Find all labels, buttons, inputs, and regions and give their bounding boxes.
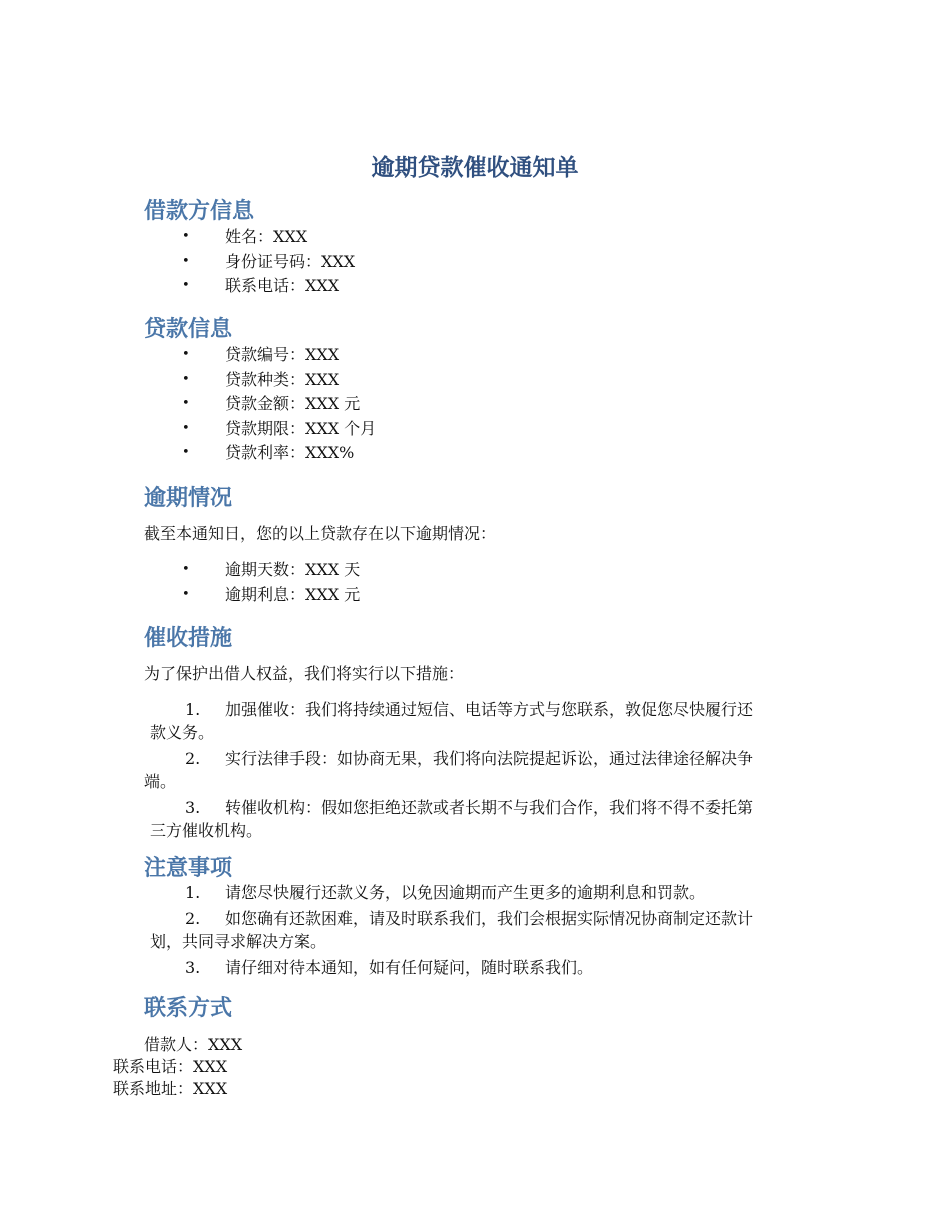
list-item: 3. 请仔细对待本通知，如有任何疑问，随时联系我们。 [185,958,594,977]
overdue-intro: 截至本通知日，您的以上贷款存在以下逾期情况： [144,524,497,543]
bullet-icon: • [182,229,190,244]
list-item: • 贷款种类：XXX [144,368,376,393]
list-item: 1. 加强催收：我们将持续通过短信、电话等方式与您联系，敦促您尽快履行还 款义务。 [150,700,754,742]
item-number: 3. [185,958,201,977]
bullet-icon: • [182,562,190,577]
item-number: 1. [185,883,201,902]
measures-intro: 为了保护出借人权益，我们将实行以下措施： [144,664,465,683]
list-item: • 贷款编号：XXX [144,343,376,368]
list-item: • 贷款利率：XXX% [144,441,376,466]
item-number: 2. [185,909,201,928]
list-item: • 身份证号码：XXX [144,250,355,275]
contact-borrower: 借款人：XXX [144,1035,243,1054]
bullet-icon: • [182,278,190,293]
list-item: • 逾期天数：XXX 天 [144,558,360,583]
bullet-icon: • [182,420,190,436]
overdue-list [144,558,360,607]
bullet-icon: • [182,586,190,602]
bullet-icon: • [182,253,190,269]
heading-contact: 联系方式 [144,996,233,1021]
list-item: • 联系电话：XXX [144,274,355,299]
document-title: 逾期贷款催收通知单 [371,155,579,181]
item-number: 3. [185,798,201,817]
borrower-info-list [144,225,355,299]
list-item: • 贷款金额：XXX 元 [144,392,376,417]
heading-borrower-info: 借款方信息 [144,199,255,224]
list-item: 2. 如您确有还款困难，请及时联系我们，我们会根据实际情况协商制定还款计 划，共同寻求解决方案。 [150,909,754,951]
heading-overdue: 逾期情况 [144,486,233,511]
measures-list [144,698,838,845]
list-item: 2. 实行法律手段：如协商无果，我们将向法院提起诉讼，通过法律途径解决争 端。 [144,749,754,791]
heading-collection-measures: 催收措施 [144,626,233,651]
bullet-icon: • [182,445,190,460]
loan-info-list [144,343,376,466]
list-item: 3. 转催收机构：假如您拒绝还款或者长期不与我们合作，我们将不得不委托第 三方催收机构。 [150,798,754,840]
bullet-icon: • [182,347,190,362]
notes-list [144,881,838,982]
list-item: 1. 请您尽快履行还款义务，以免因逾期而产生更多的逾期利息和罚款。 [185,883,706,902]
list-item: • 逾期利息：XXX 元 [144,583,360,608]
heading-notes: 注意事项 [144,856,233,881]
bullet-icon: • [182,396,190,411]
list-item: • 姓名：XXX [144,225,355,250]
bullet-icon: • [182,371,190,387]
item-number: 1. [185,700,201,719]
contact-phone: 联系电话：XXX [113,1057,228,1076]
contact-address: 联系地址：XXX [113,1079,228,1098]
heading-loan-info: 贷款信息 [144,317,233,342]
item-number: 2. [185,749,201,768]
list-item: • 贷款期限：XXX 个月 [144,417,376,442]
